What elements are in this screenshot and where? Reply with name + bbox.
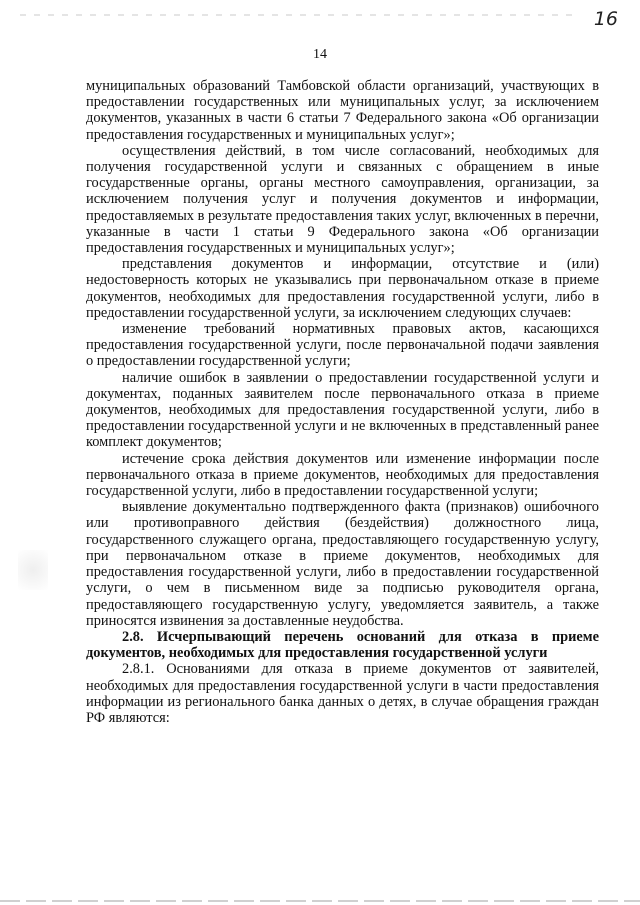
scan-smudge xyxy=(18,550,48,590)
scan-bottom-edge xyxy=(0,900,640,902)
paragraph: наличие ошибок в заявлении о предоставлении государственной услуги и документах, поданных заявителем после первоначального отказа в приеме документов, необходимых для предоставления государственной услуги, либо в предоставлении государственной услуги и не включенных в представленный ранее комплект документов; xyxy=(86,369,599,451)
page-number: 14 xyxy=(313,47,327,62)
paragraph: муниципальных образований Тамбовской области организаций, участвующих в предоставлении государственных или муниципальных услуг, за исключением документов, указанных в части 6 статьи 7 Федерального закона «Об организации предоставления государственных и муниципальных услуг»; xyxy=(86,78,599,143)
paragraph: 2.8.1. Основаниями для отказа в приеме документов от заявителей, необходимых для предоставления государственной услуги в части предоставления информации из регионального банка данных о детях, в случае обращения граждан РФ являются: xyxy=(86,661,599,726)
scan-noise xyxy=(20,14,580,16)
paragraph: истечение срока действия документов или изменение информации после первоначального отказа в приеме документов, необходимых для предоставления государственной услуги, либо в предоставлении государственной услуги; xyxy=(86,450,599,500)
handwritten-sheet-number: 16 xyxy=(593,8,618,30)
section-heading: 2.8. Исчерпывающий перечень оснований для отказа в приеме документов, необходимых для предоставления государственной услуги xyxy=(86,628,599,662)
paragraph: осуществления действий, в том числе согласований, необходимых для получения государственной услуги и связанных с обращением в иные государственные органы, органы местного самоуправления, организации, за исключением получения услуг и получения документов и информации, предоставляемых в результате предоставления таких услуг, включенных в перечни, указанные в части 1 статьи 9 Федерального закона «Об организации предоставления государственных и муниципальных услуг»; xyxy=(86,142,599,257)
paragraph: изменение требований нормативных правовых актов, касающихся предоставления государственной услуги, после первоначальной подачи заявления о предоставлении государственной услуги; xyxy=(86,321,599,370)
paragraph: выявление документально подтвержденного факта (признаков) ошибочного или противоправного действия (бездействия) должностного лица, государственного служащего органа, предоставляющего государственную услугу, при первоначальном отказе в приеме документов, необходимых для предоставления государственной услуги, либо в предоставлении государственной услуги, о чем в письменном виде за подписью руководителя органа, предоставляющего государственную услугу, уведомляется заявитель, а также приносятся извинения за доставленные неудобства. xyxy=(86,499,599,629)
document-body xyxy=(86,78,599,726)
paragraph: представления документов и информации, отсутствие и (или) недостоверность которых не указывались при первоначальном отказе в приеме документов, необходимых для предоставления государственной услуги, либо в предоставлении государственной услуги, за исключением следующих случаев: xyxy=(86,256,599,321)
